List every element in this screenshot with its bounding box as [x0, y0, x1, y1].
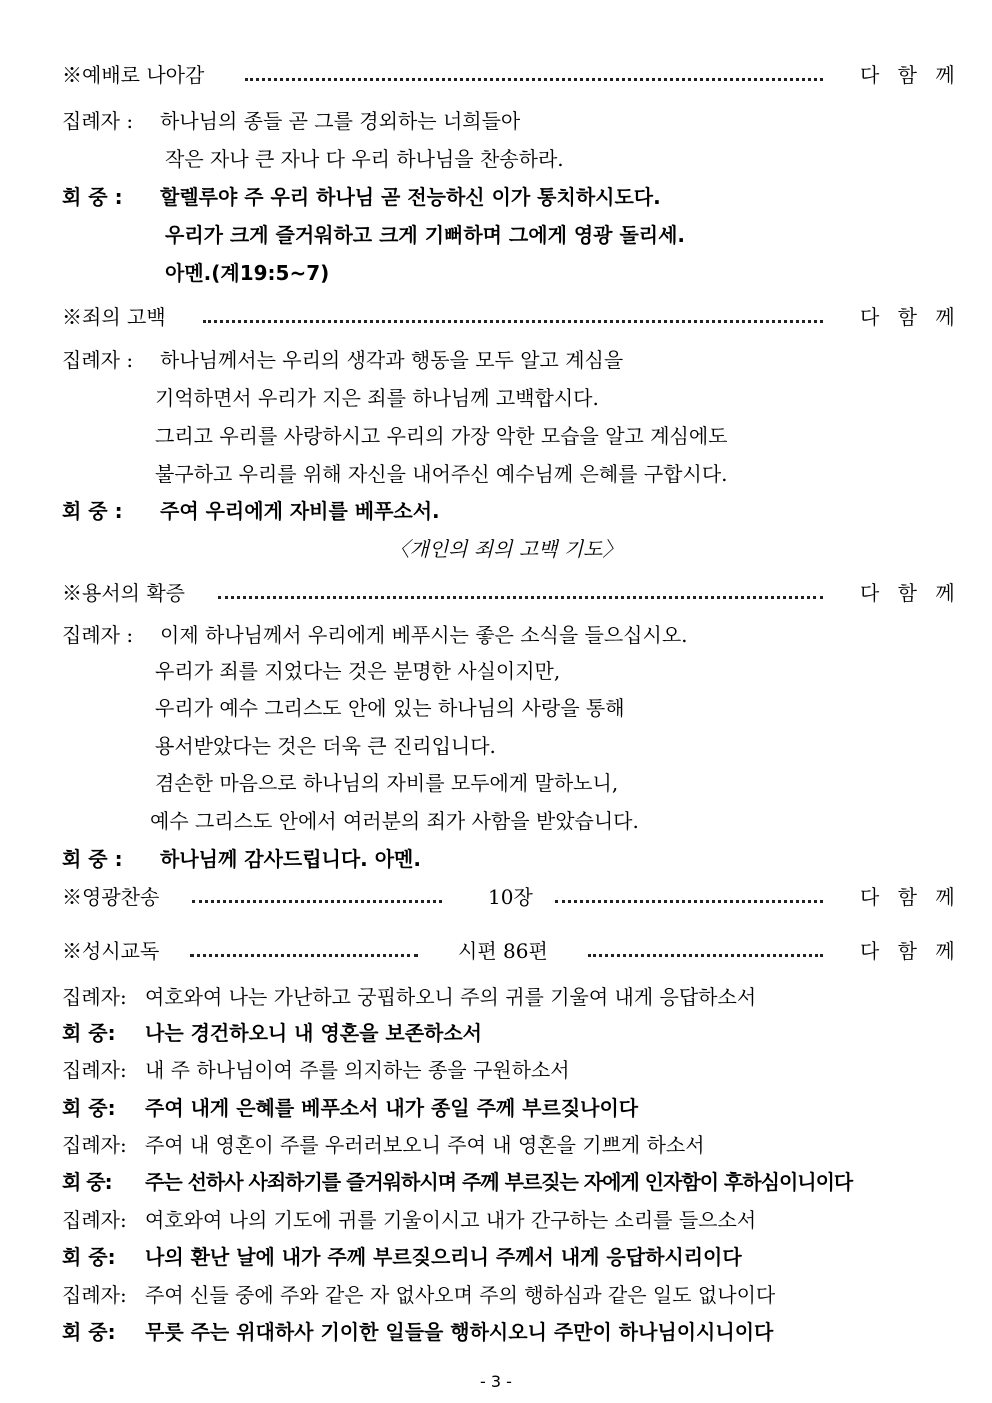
- congregation-label: 회 중:: [62, 1021, 116, 1045]
- section-title: ※죄의 고백: [62, 305, 166, 329]
- section-performer: 다 함 께: [860, 63, 961, 87]
- line-text: 아멘.(계19:5~7): [165, 261, 330, 285]
- line-text: 주는 선하사 사죄하기를 즐거워하시며 주께 부르짖는 자에게 인자함이 후하심이니이다: [145, 1170, 853, 1194]
- section-performer: 다 함 께: [860, 581, 961, 605]
- line-text: 내 주 하나님이여 주를 의지하는 종을 구원하소서: [145, 1058, 570, 1082]
- psalm-reference: 시편 86편: [458, 939, 548, 963]
- line-text: 주여 신들 중에 주와 같은 자 없사오며 주의 행하심과 같은 일도 없나이다: [145, 1283, 776, 1307]
- line-text: 그리고 우리를 사랑하시고 우리의 가장 악한 모습을 알고 계심에도: [155, 424, 728, 448]
- congregation-label: 회 중:: [62, 1245, 116, 1269]
- leader-label: 집례자:: [62, 1133, 127, 1157]
- congregation-label: 회 중:: [62, 1096, 116, 1120]
- leader-dots: [245, 78, 823, 81]
- line-text: 주여 우리에게 자비를 베푸소서.: [160, 499, 440, 523]
- line-text: 나는 경건하오니 내 영혼을 보존하소서: [145, 1021, 482, 1045]
- line-text: 하나님의 종들 곧 그를 경외하는 너희들아: [160, 109, 521, 133]
- section-performer: 다 함 께: [860, 885, 961, 909]
- leader-dots: [218, 596, 823, 599]
- leader-label: 집례자 :: [62, 109, 134, 133]
- line-text: 무릇 주는 위대하사 기이한 일들을 행하시오니 주만이 하나님이시니이다: [145, 1320, 774, 1344]
- line-text: 불구하고 우리를 위해 자신을 내어주신 예수님께 은혜를 구합시다.: [155, 462, 728, 486]
- leader-label: 집례자:: [62, 985, 127, 1009]
- leader-dots: [203, 320, 823, 323]
- leader-label: 집례자 :: [62, 348, 134, 372]
- line-text: 하나님께 감사드립니다. 아멘.: [160, 847, 421, 871]
- section-title: ※성시교독: [62, 939, 160, 963]
- section-title: ※영광찬송: [62, 885, 160, 909]
- line-text: 할렐루야 주 우리 하나님 곧 전능하신 이가 통치하시도다.: [160, 185, 661, 209]
- hymn-number: 10장: [488, 885, 533, 909]
- leader-dots: [588, 954, 823, 957]
- section-title: ※예배로 나아감: [62, 63, 205, 87]
- leader-dots: [555, 900, 823, 903]
- line-text: 겸손한 마음으로 하나님의 자비를 모두에게 말하노니,: [155, 771, 619, 795]
- line-text: 우리가 크게 즐거워하고 크게 기뻐하며 그에게 영광 돌리세.: [165, 223, 686, 247]
- leader-label: 집례자:: [62, 1058, 127, 1082]
- line-text: 작은 자나 큰 자나 다 우리 하나님을 찬송하라.: [165, 147, 564, 171]
- congregation-label: 회 중:: [62, 1320, 116, 1344]
- line-text: 예수 그리스도 안에서 여러분의 죄가 사함을 받았습니다.: [150, 809, 639, 833]
- section-performer: 다 함 께: [860, 305, 961, 329]
- leader-dots: [192, 900, 442, 903]
- line-text: 나의 환난 날에 내가 주께 부르짖으리니 주께서 내게 응답하시리이다: [145, 1245, 742, 1269]
- section-performer: 다 함 께: [860, 939, 961, 963]
- line-text: 기억하면서 우리가 지은 죄를 하나님께 고백합시다.: [155, 386, 599, 410]
- congregation-label: 회 중 :: [62, 499, 123, 523]
- page-number: - 3 -: [480, 1372, 512, 1391]
- leader-label: 집례자:: [62, 1283, 127, 1307]
- note-text: 〈개인의 죄의 고백 기도〉: [389, 537, 623, 561]
- line-text: 하나님께서는 우리의 생각과 행동을 모두 알고 계심을: [160, 348, 624, 372]
- congregation-label: 회 중 :: [62, 185, 123, 209]
- section-title: ※용서의 확증: [62, 581, 185, 605]
- leader-dots: [190, 954, 418, 957]
- line-text: 용서받았다는 것은 더욱 큰 진리입니다.: [155, 734, 496, 758]
- line-text: 이제 하나님께서 우리에게 베푸시는 좋은 소식을 들으십시오.: [160, 623, 688, 647]
- line-text: 우리가 예수 그리스도 안에 있는 하나님의 사랑을 통해: [155, 696, 625, 720]
- line-text: 우리가 죄를 지었다는 것은 분명한 사실이지만,: [155, 659, 561, 683]
- congregation-label: 회 중:: [62, 1170, 112, 1194]
- line-text: 주여 내 영혼이 주를 우러러보오니 주여 내 영혼을 기쁘게 하소서: [145, 1133, 705, 1157]
- line-text: 주여 내게 은혜를 베푸소서 내가 종일 주께 부르짖나이다: [145, 1096, 639, 1120]
- leader-label: 집례자 :: [62, 623, 134, 647]
- congregation-label: 회 중 :: [62, 847, 123, 871]
- leader-label: 집례자:: [62, 1208, 127, 1232]
- line-text: 여호와여 나의 기도에 귀를 기울이시고 내가 간구하는 소리를 들으소서: [145, 1208, 757, 1232]
- line-text: 여호와여 나는 가난하고 궁핍하오니 주의 귀를 기울여 내게 응답하소서: [145, 985, 757, 1009]
